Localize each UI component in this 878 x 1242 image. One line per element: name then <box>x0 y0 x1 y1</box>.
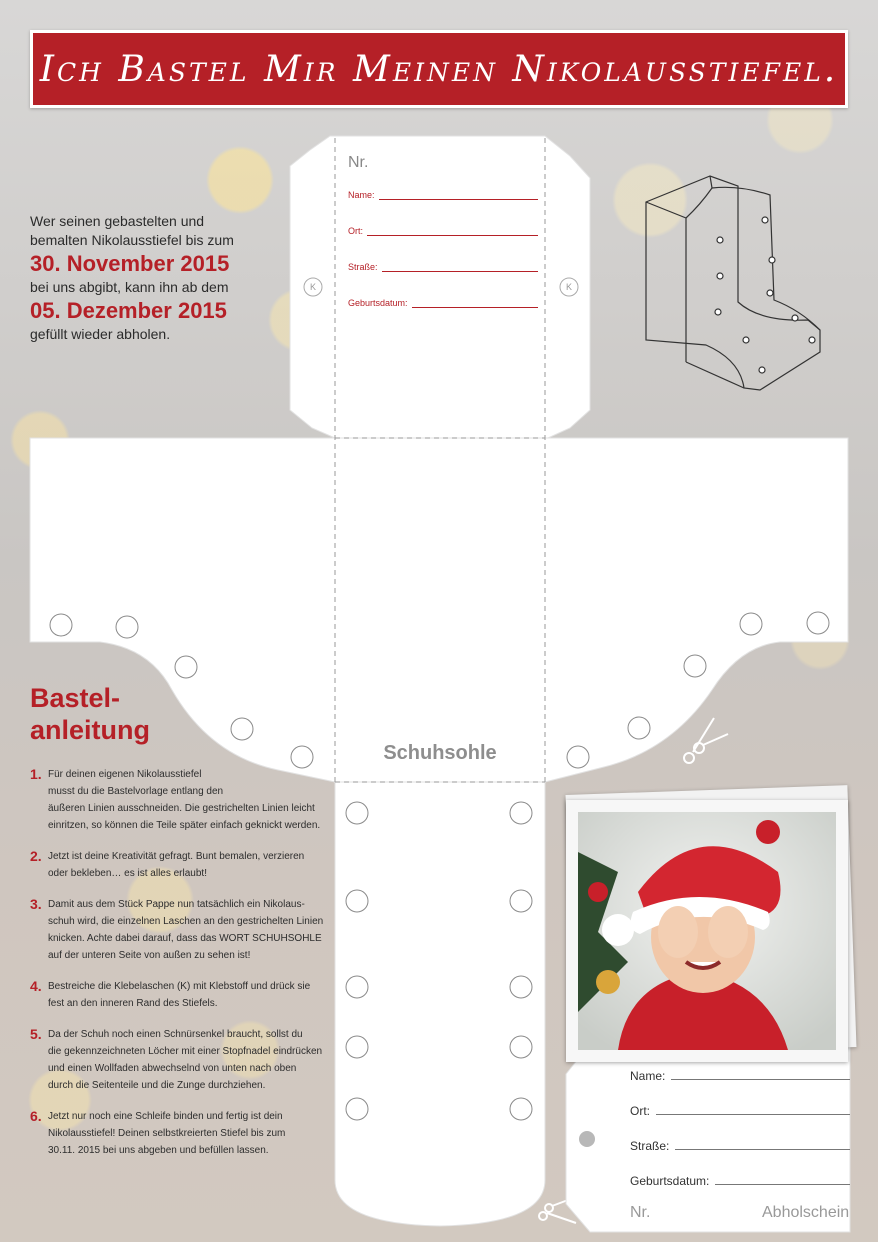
intro-line-3: bei uns abgibt, kann ihn ab dem <box>30 279 229 295</box>
step-line: schuh wird, die einzelnen Laschen an den gestrichelten Linien <box>48 916 324 927</box>
form-geburtsdatum-line[interactable] <box>412 306 538 308</box>
step-line: knicken. Achte dabei darauf, dass das WORT SCHUHSOHLE <box>48 933 322 944</box>
ticket-name-row <box>630 1066 850 1083</box>
sole-label: Schuhsohle <box>383 742 497 764</box>
step-line: durch die Seitenteile und die Zunge durchziehen. <box>48 1080 266 1091</box>
form-ort-label: Ort: <box>348 226 363 236</box>
step-line: auf der unteren Seite von außen zu sehen ist! <box>48 950 251 961</box>
instruction-step <box>30 978 330 1012</box>
instruction-step <box>30 766 330 834</box>
ticket-strasse-label: Straße: <box>630 1139 670 1153</box>
intro-text <box>30 212 270 344</box>
ticket-ort-label: Ort: <box>630 1104 650 1118</box>
intro-date-1: 30. November 2015 <box>30 251 230 276</box>
form-geburtsdatum-label: Geburtsdatum: <box>348 298 408 308</box>
step-number: 3. <box>30 896 42 912</box>
ticket-strasse-line[interactable] <box>675 1149 850 1150</box>
form-name-row <box>348 188 538 200</box>
pickup-ticket-form <box>630 1066 850 1188</box>
instructions-title <box>30 682 150 746</box>
step-line: Nikolausstiefel! Deinen selbstkreierten Stiefel bis zum <box>48 1128 286 1139</box>
step-line: Damit aus dem Stück Pappe nun tatsächlich ein Nikolaus- <box>48 899 305 910</box>
boot-diagram-icon <box>646 176 820 390</box>
instructions-steps <box>30 766 330 1173</box>
form-name-line[interactable] <box>379 198 538 200</box>
intro-date-2: 05. Dezember 2015 <box>30 298 227 323</box>
tongue-strip <box>335 782 545 1226</box>
ticket-geburtsdatum-label: Geburtsdatum: <box>630 1174 710 1188</box>
boot-form <box>348 154 538 308</box>
instruction-step <box>30 1108 330 1159</box>
form-ort-row <box>348 224 538 236</box>
step-line: fest an den inneren Rand des Stiefels. <box>48 998 218 1009</box>
ticket-hole <box>579 1131 595 1147</box>
instruction-step <box>30 1026 330 1094</box>
photo-frame <box>566 800 848 1062</box>
instructions-title-line-1: Bastel- <box>30 683 121 713</box>
step-line: oder bekleben… es ist alles erlaubt! <box>48 868 207 879</box>
child-image <box>578 812 836 1050</box>
step-line: 30.11. 2015 bei uns abgeben und befüllen lassen. <box>48 1145 269 1156</box>
step-line: musst du die Bastelvorlage entlang den <box>48 786 224 797</box>
glue-tab-label-right: K <box>565 282 572 292</box>
instructions-title-line-2: anleitung <box>30 715 150 745</box>
step-number: 1. <box>30 766 42 782</box>
step-line: Für deinen eigenen Nikolausstiefel <box>48 769 202 780</box>
step-line: die gekennzeichneten Löcher mit einer Stopfnadel eindrücken <box>48 1046 323 1057</box>
ticket-title: Abholschein <box>762 1204 850 1221</box>
step-line: und einen Wollfaden abwechselnd von unten nach oben <box>48 1063 297 1074</box>
glue-tab-label-left: K <box>309 282 316 292</box>
intro-line-1: Wer seinen gebastelten und <box>30 213 205 229</box>
step-line: Jetzt nur noch eine Schleife binden und fertig ist dein <box>48 1111 283 1122</box>
step-line: Jetzt ist deine Kreativität gefragt. Bunt bemalen, verzieren <box>48 851 305 862</box>
intro-line-2: bemalten Nikolausstiefel bis zum <box>30 232 234 248</box>
form-nr-label: Nr. <box>348 154 369 171</box>
intro-line-4: gefüllt wieder abholen. <box>30 326 171 342</box>
step-line: einritzen, so können die Teile später einfach geknickt werden. <box>48 820 321 831</box>
step-line: Da der Schuh noch einen Schnürsenkel braucht, sollst du <box>48 1029 303 1040</box>
scissors-icon <box>684 718 728 763</box>
instruction-step <box>30 848 330 882</box>
step-number: 2. <box>30 848 42 864</box>
ticket-nr-label: Nr. <box>630 1204 651 1221</box>
form-strasse-row <box>348 260 538 272</box>
step-number: 4. <box>30 978 42 994</box>
ticket-strasse-row <box>630 1118 850 1153</box>
step-number: 5. <box>30 1026 42 1042</box>
middle-band <box>30 438 848 782</box>
ticket-geburtsdatum-row <box>630 1153 850 1188</box>
step-line: Bestreiche die Klebelaschen (K) mit Klebstoff und drück sie <box>48 981 311 992</box>
form-name-label: Name: <box>348 190 375 200</box>
page-title: Ich Bastel Mir Meinen Nikolausstiefel. <box>39 48 839 90</box>
ticket-geburtsdatum-line[interactable] <box>715 1184 850 1185</box>
ticket-name-line[interactable] <box>671 1079 850 1080</box>
form-geburtsdatum-row <box>348 296 538 308</box>
instruction-step <box>30 896 330 964</box>
step-number: 6. <box>30 1108 42 1124</box>
child-photo <box>564 790 854 1070</box>
form-strasse-label: Straße: <box>348 262 378 272</box>
ticket-name-label: Name: <box>630 1069 666 1083</box>
form-strasse-line[interactable] <box>382 270 538 272</box>
ticket-ort-row <box>630 1083 850 1118</box>
ticket-ort-line[interactable] <box>656 1114 850 1115</box>
form-ort-line[interactable] <box>367 234 538 236</box>
step-line: äußeren Linien ausschneiden. Die gestrichelten Linien leicht <box>48 803 315 814</box>
